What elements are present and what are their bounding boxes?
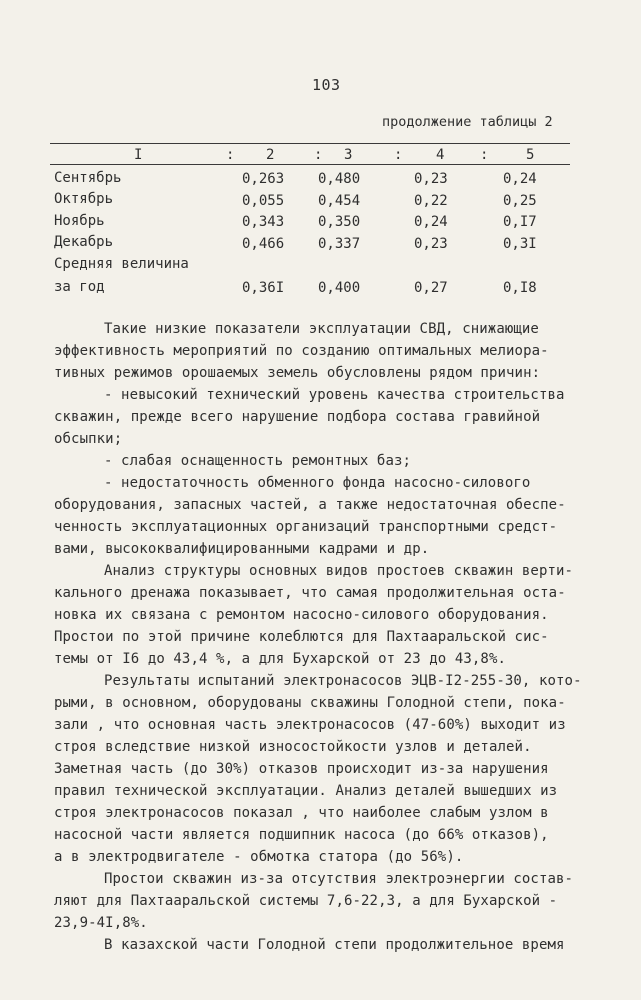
- paragraph-line: 23,9-4I,8%.: [54, 915, 148, 931]
- paragraph-line: строя вследствие низкой износостойкости узлов и деталей.: [54, 739, 532, 755]
- paragraph-line: - недостаточность обменного фонда насосно-силового: [104, 475, 531, 491]
- table-row-label: Октябрь: [54, 191, 114, 207]
- paragraph-line: Анализ структуры основных видов простоев скважин верти-: [104, 563, 574, 579]
- table-cell: 0,I7: [503, 214, 537, 230]
- paragraph-line: Такие низкие показатели эксплуатации СВД, снижающие: [104, 321, 539, 337]
- paragraph-line: кального дренажа показывает, что самая продолжительная оста-: [54, 585, 566, 601]
- paragraph-line: Результаты испытаний электронасосов ЭЦВ-I2-255-30, кото-: [104, 673, 582, 689]
- paragraph-line: оборудования, запасных частей, а также недостаточная обеспе-: [54, 497, 566, 513]
- table-header-col-5: 5: [526, 147, 535, 163]
- paragraph-line: Заметная часть (до 30%) отказов происходит из-за нарушения: [54, 761, 549, 777]
- paragraph-line: насосной части является подшипник насоса (до 66% отказов),: [54, 827, 549, 843]
- paragraph-line: вами, высококвалифицированными кадрами и др.: [54, 541, 430, 557]
- table-cell: 0,466: [242, 236, 285, 252]
- header-separator: :: [314, 147, 323, 163]
- table-cell: 0,400: [318, 280, 361, 296]
- paragraph-line: строя электронасосов показал , что наиболее слабым узлом в: [54, 805, 549, 821]
- table-cell: 0,24: [503, 171, 537, 187]
- paragraph-line: темы от I6 до 43,4 %, а для Бухарской от 23 до 43,8%.: [54, 651, 507, 667]
- table-cell: 0,25: [503, 193, 537, 209]
- paragraph-line: Простои скважин из-за отсутствия электроэнергии состав-: [104, 871, 574, 887]
- table-cell: 0,27: [414, 280, 448, 296]
- table-header-col-2: 2: [266, 147, 275, 163]
- table-header-col-3: 3: [344, 147, 353, 163]
- table-row-label: Сентябрь: [54, 170, 122, 186]
- table-row-label: Средняя величина: [54, 256, 189, 272]
- table-cell: 0,I8: [503, 280, 537, 296]
- table-header-rule: [50, 164, 570, 165]
- paragraph-line: правил технической эксплуатации. Анализ деталей вышедших из: [54, 783, 558, 799]
- table-cell: 0,350: [318, 214, 361, 230]
- paragraph-line: зали , что основная часть электронасосов (47-60%) выходит из: [54, 717, 566, 733]
- paragraph-line: Простои по этой причине колеблются для Пахтааральской сис-: [54, 629, 549, 645]
- table-cell: 0,22: [414, 193, 448, 209]
- table-cell: 0,24: [414, 214, 448, 230]
- header-separator: :: [394, 147, 403, 163]
- table-row-label-continued: за год: [54, 279, 105, 295]
- table-cell: 0,454: [318, 193, 361, 209]
- paragraph-line: - невысокий технический уровень качества строительства: [104, 387, 565, 403]
- table-caption: продолжение таблицы 2: [382, 114, 553, 130]
- table-top-rule: [50, 143, 570, 144]
- paragraph-line: ченность эксплуатационных организаций транспортными средст-: [54, 519, 558, 535]
- table-cell: 0,3I: [503, 236, 537, 252]
- table-cell: 0,263: [242, 171, 285, 187]
- table-cell: 0,36I: [242, 280, 285, 296]
- paragraph-line: рыми, в основном, оборудованы скважины Голодной степи, пока-: [54, 695, 566, 711]
- paragraph-line: тивных режимов орошаемых земель обусловлены рядом причин:: [54, 365, 541, 381]
- table-cell: 0,343: [242, 214, 285, 230]
- table-cell: 0,055: [242, 193, 285, 209]
- header-separator: :: [480, 147, 489, 163]
- table-header-col-1: I: [134, 147, 143, 163]
- table-header-col-4: 4: [436, 147, 445, 163]
- table-cell: 0,480: [318, 171, 361, 187]
- paragraph-line: новка их связана с ремонтом насосно-силового оборудования.: [54, 607, 549, 623]
- paragraph-line: ляют для Пахтааральской системы 7,6-22,3, а для Бухарской -: [54, 893, 558, 909]
- paragraph-line: обсыпки;: [54, 431, 123, 447]
- page-number: 103: [312, 76, 341, 94]
- table-cell: 0,23: [414, 236, 448, 252]
- table-row-label: Декабрь: [54, 234, 114, 250]
- table-row-label: Ноябрь: [54, 213, 105, 229]
- header-separator: :: [226, 147, 235, 163]
- paragraph-line: а в электродвигателе - обмотка статора (до 56%).: [54, 849, 464, 865]
- table-cell: 0,337: [318, 236, 361, 252]
- paragraph-line: В казахской части Голодной степи продолжительное время: [104, 937, 565, 953]
- paragraph-line: - слабая оснащенность ремонтных баз;: [104, 453, 412, 469]
- table-cell: 0,23: [414, 171, 448, 187]
- paragraph-line: эффективность мероприятий по созданию оптимальных мелиора-: [54, 343, 549, 359]
- paragraph-line: скважин, прежде всего нарушение подбора состава гравийной: [54, 409, 541, 425]
